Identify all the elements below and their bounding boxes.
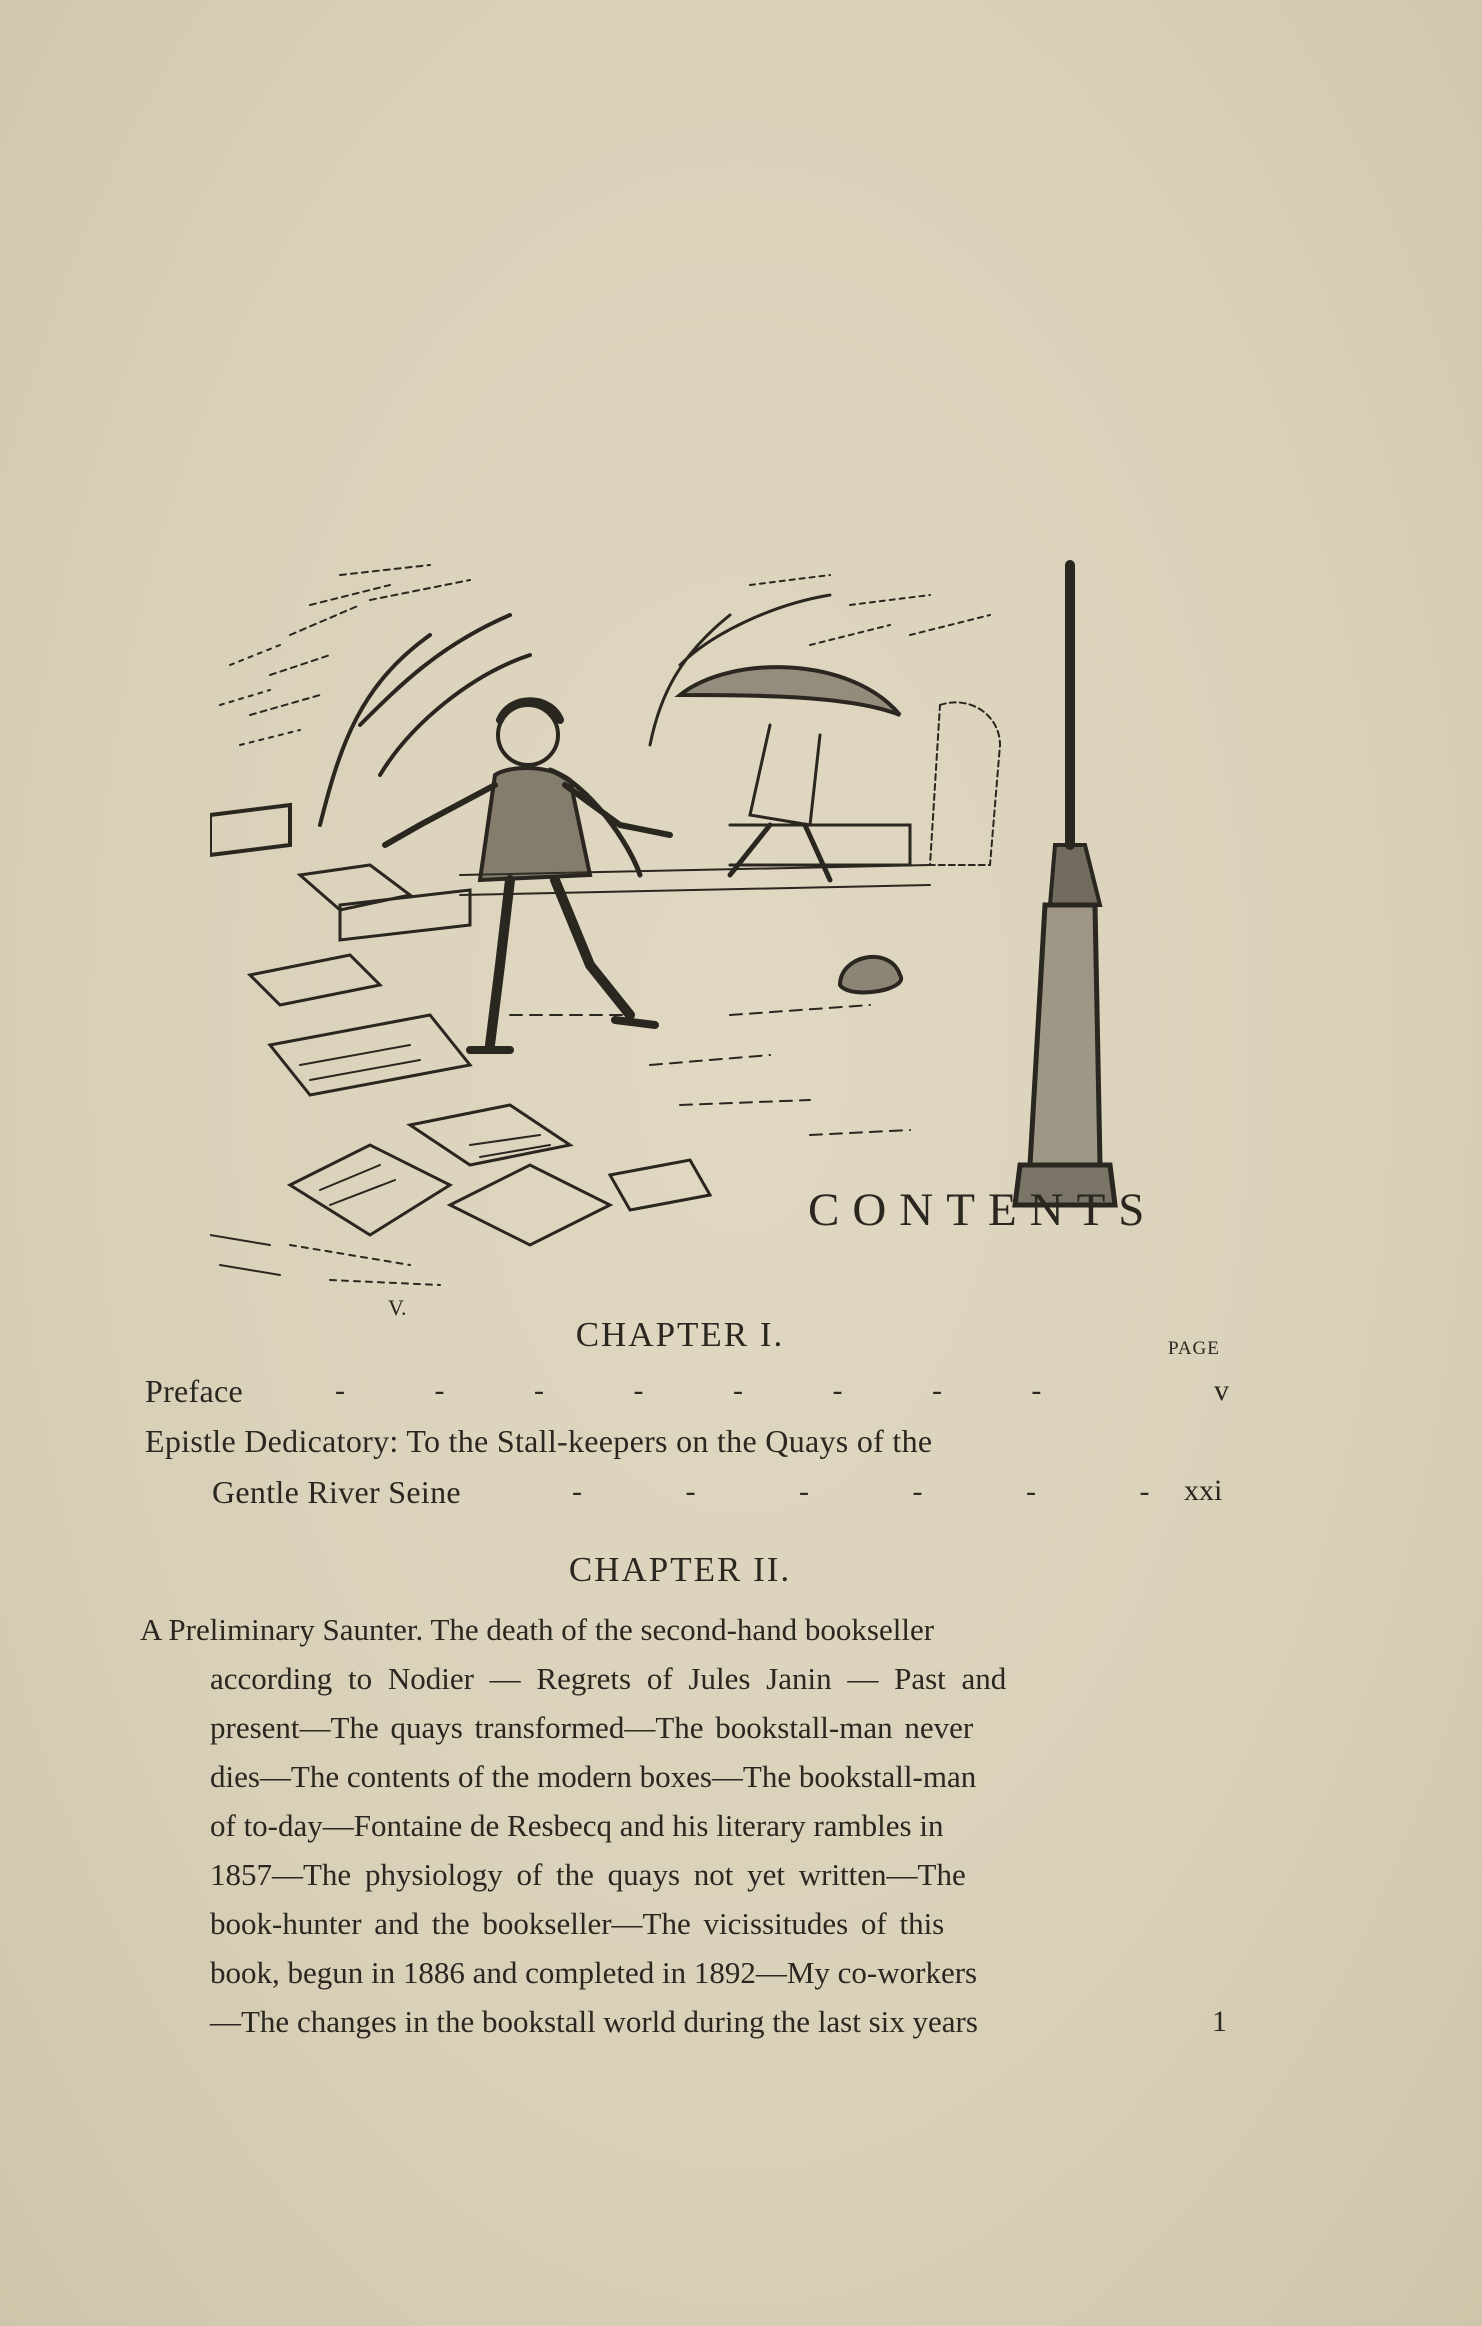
toc-leader-dots: - - - - - - (572, 1475, 1150, 1508)
illustration-signature: V. (388, 1295, 407, 1320)
toc-page-number: 1 (1212, 2005, 1227, 2038)
toc-entry-line: present—The quays transformed—The bookstall-man never (210, 1710, 974, 1745)
toc-entry-line: A Preliminary Saunter. The death of the second-hand bookseller (140, 1612, 935, 1647)
toc-entry-epistle-line2: Gentle River Seine (212, 1474, 461, 1510)
contents-title: CONTENTS (808, 1184, 1158, 1236)
page-column-label: PAGE (1168, 1338, 1220, 1359)
toc-entry-line: dies—The contents of the modern boxes—The bookstall-man (210, 1759, 977, 1794)
toc-entry-line: book-hunter and the bookseller—The vicissitudes of this (210, 1906, 945, 1941)
toc-page-number: v (1214, 1374, 1229, 1407)
toc-entry-epistle-line1: Epistle Dedicatory: To the Stall-keepers on the Quays of the (145, 1423, 933, 1459)
toc-page-number: xxi (1184, 1474, 1223, 1507)
toc-entry-line: 1857—The physiology of the quays not yet written—The (210, 1857, 966, 1892)
toc-entry-line: according to Nodier — Regrets of Jules Janin — Past and (210, 1661, 1007, 1696)
toc-entry-line: of to-day—Fontaine de Resbecq and his literary rambles in (210, 1808, 944, 1843)
toc-entry-line: —The changes in the bookstall world during the last six years (210, 2004, 978, 2039)
chapter-2-heading: CHAPTER II. (568, 1550, 792, 1589)
chapter-1-heading: CHAPTER I. (575, 1315, 785, 1354)
toc-entry-line: book, begun in 1886 and completed in 1892—My co-workers (210, 1955, 978, 1990)
toc-entry-preface: Preface (145, 1373, 244, 1409)
toc-leader-dots: - - - - - - - - (335, 1374, 1042, 1407)
